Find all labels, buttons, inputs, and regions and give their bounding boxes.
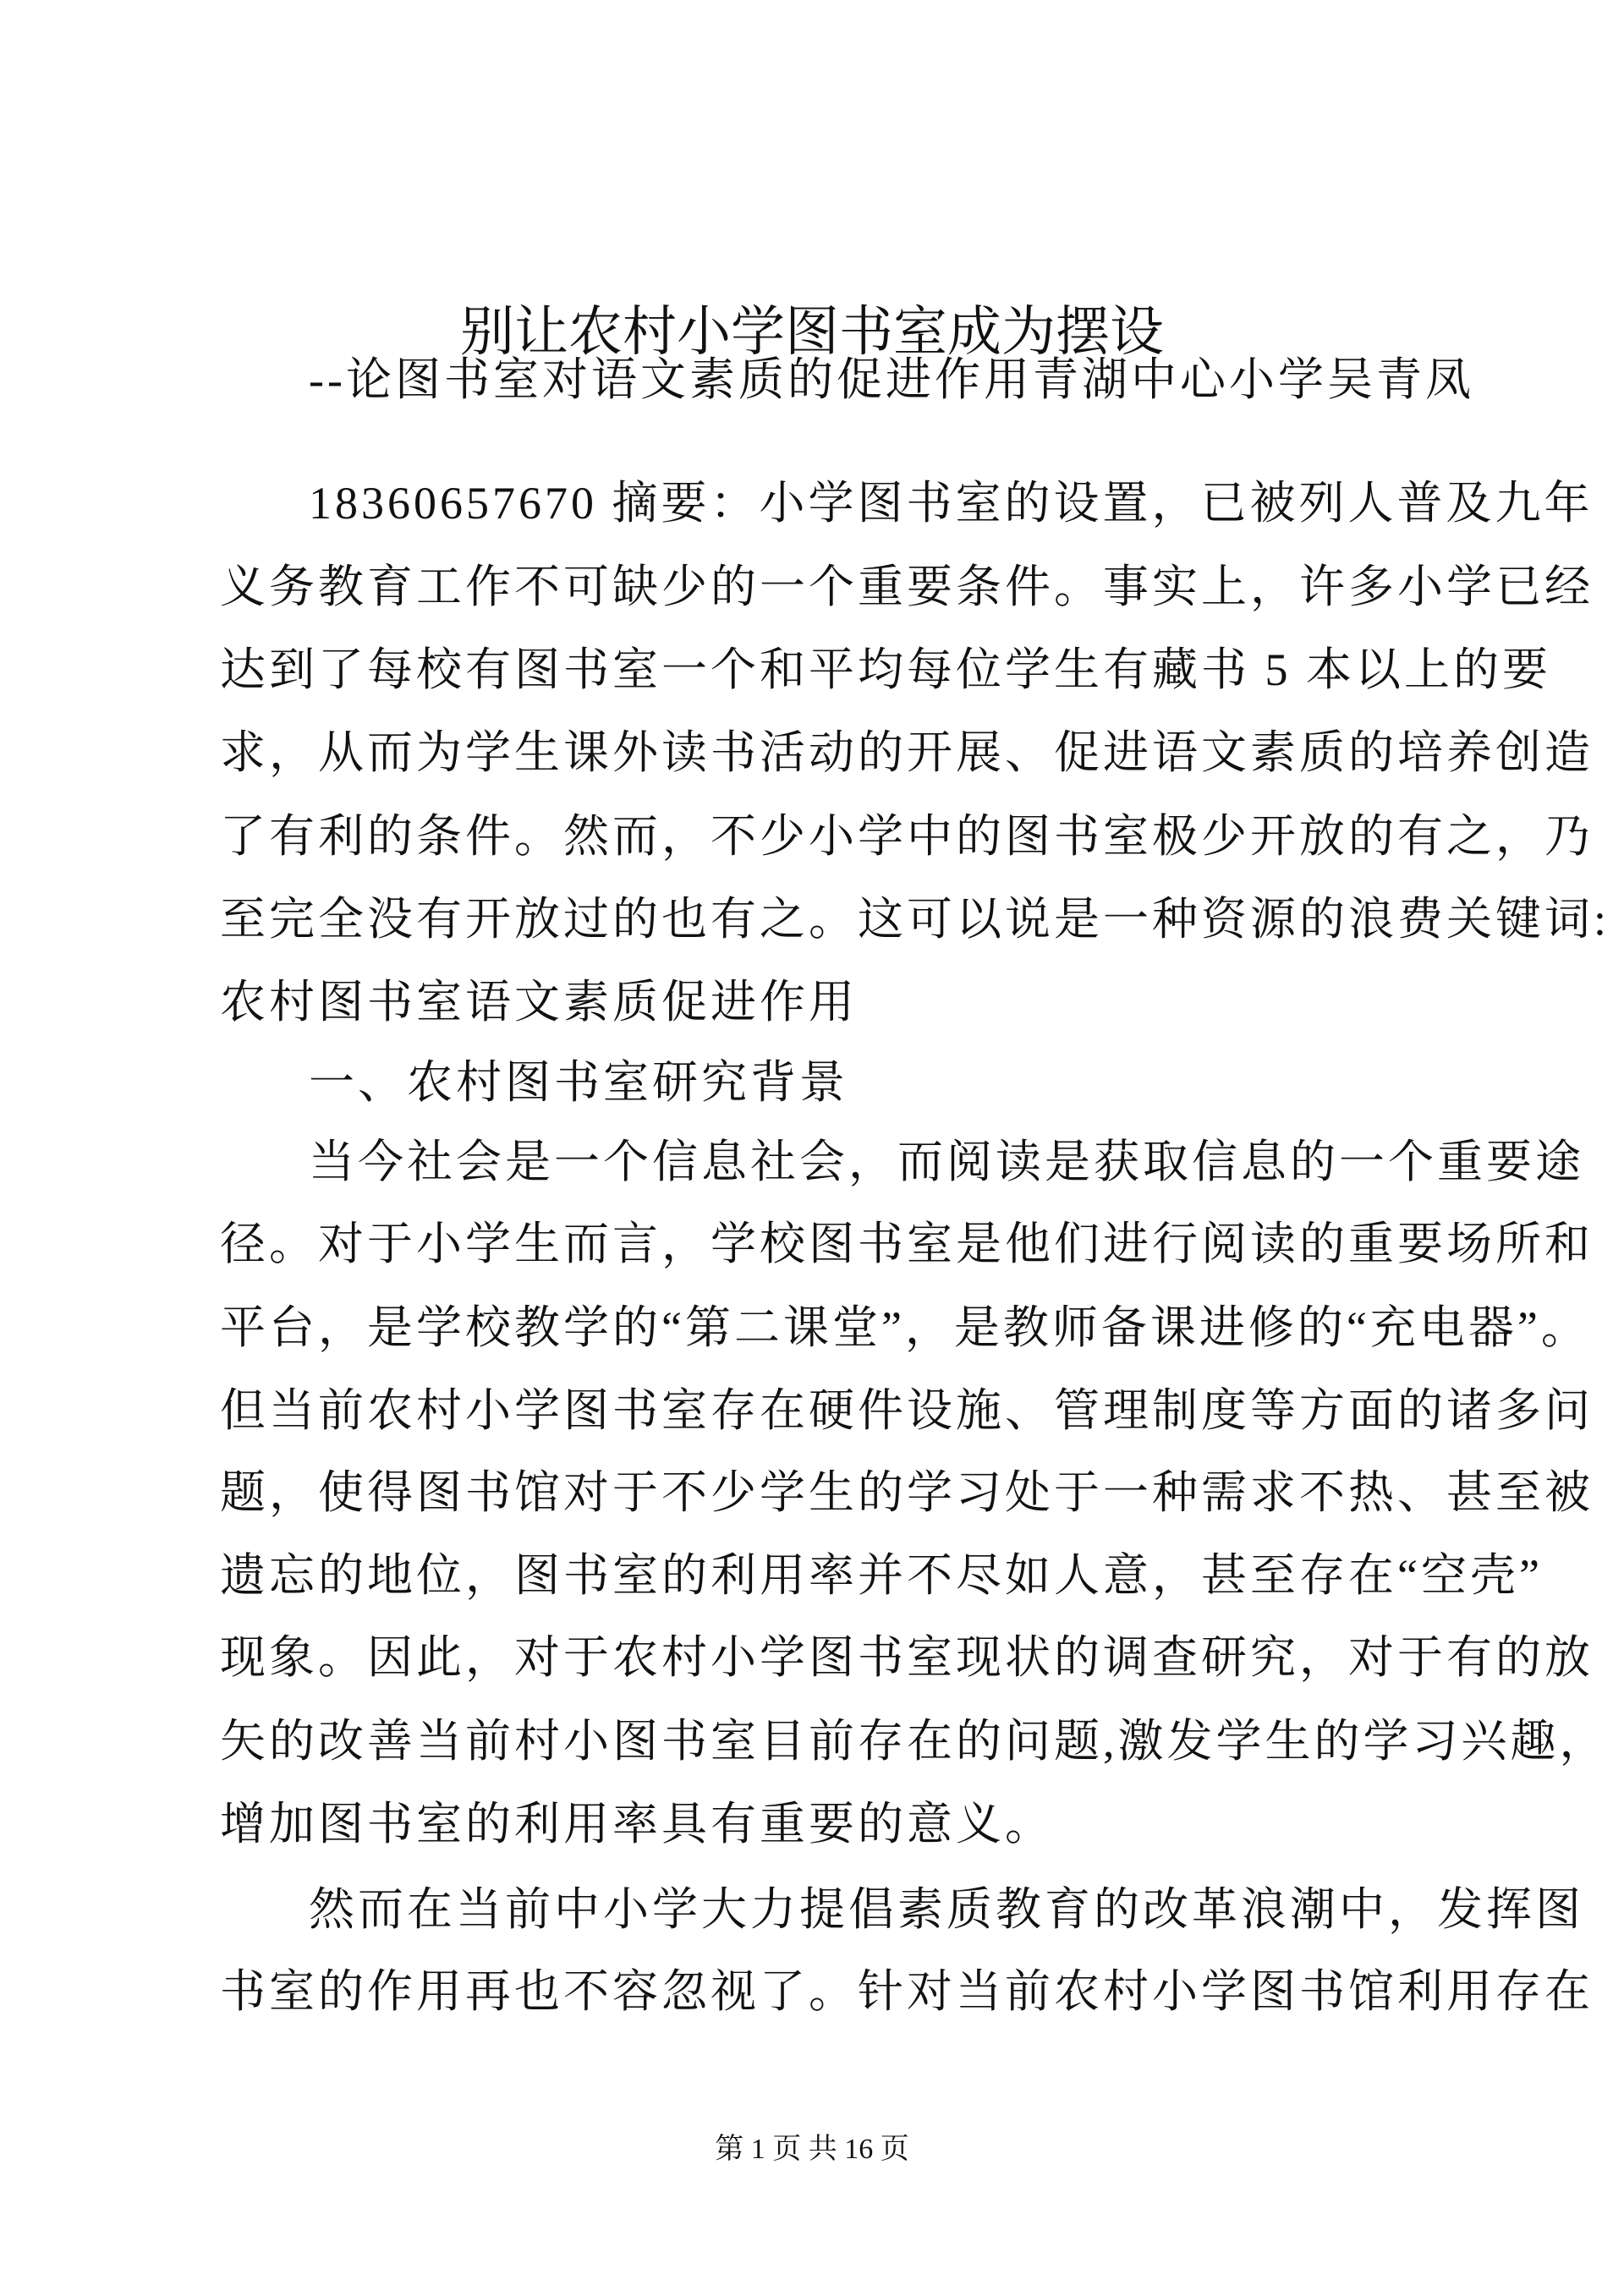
text-line: 遗忘的地位，图书室的利用率并不尽如人意，甚至存在“空壳” [220, 1550, 1543, 1601]
text-line: 书室的作用再也不容忽视了。针对当前农村小学图书馆利用存在 [220, 1966, 1594, 2017]
text-line: 平台，是学校教学的“第二课堂”，是教师备课进修的“充电器”。 [220, 1302, 1590, 1353]
section-heading: 一、农村图书室研究背景 [309, 1057, 848, 1108]
text-line: 题，使得图书馆对于不少学生的学习处于一种需求不热、甚至被 [220, 1467, 1594, 1518]
text-line: 18360657670 摘要：小学图书室的设置，已被列人普及九年 [309, 478, 1594, 529]
text-line: 至完全没有开放过的也有之。这可以说是一种资源的浪费关键词: [220, 894, 1610, 945]
text-line: 径。对于小学生而言，学校图书室是他们进行阅读的重要场所和 [220, 1219, 1594, 1269]
text-line: 但当前农村小学图书室存在硬件设施、管理制度等方面的诸多问 [220, 1385, 1594, 1436]
text-line: 农村图书室语文素质促进作用 [220, 977, 858, 1027]
subtitle-line: --论图书室对语文素质的促进作用青湖中心小学吴青凤 [309, 354, 1474, 405]
document-title: 别让农村小学图书室成为摆设 [460, 302, 1164, 362]
text-line: 然而在当前中小学大力提倡素质教育的改革浪潮中，发挥图 [309, 1884, 1584, 1935]
text-line: 现象。因此，对于农村小学图书室现状的调查研究，对于有的放 [220, 1632, 1594, 1683]
text-line: 当今社会是一个信息社会，而阅读是获取信息的一个重要途 [309, 1137, 1584, 1187]
text-line: 增加图书室的利用率具有重要的意义。 [220, 1799, 1054, 1849]
text-line: 义务教育工作不可缺少的一个重要条件。事实上，许多小学已经 [220, 562, 1594, 612]
text-line: 达到了每校有图书室一个和平均每位学生有藏书 5 本以上的要 [220, 644, 1551, 695]
page-number-footer: 第 1 页 共 16 页 [715, 2134, 909, 2165]
text-line: 了有利的条件。然而，不少小学中的图书室极少开放的有之，乃 [220, 811, 1594, 862]
text-line: 求，从而为学生课外读书活动的开展、促进语文素质的培养创造 [220, 727, 1594, 778]
text-line: 矢的改善当前村小图书室目前存在的问题,激发学生的学习兴趣， [220, 1716, 1609, 1767]
